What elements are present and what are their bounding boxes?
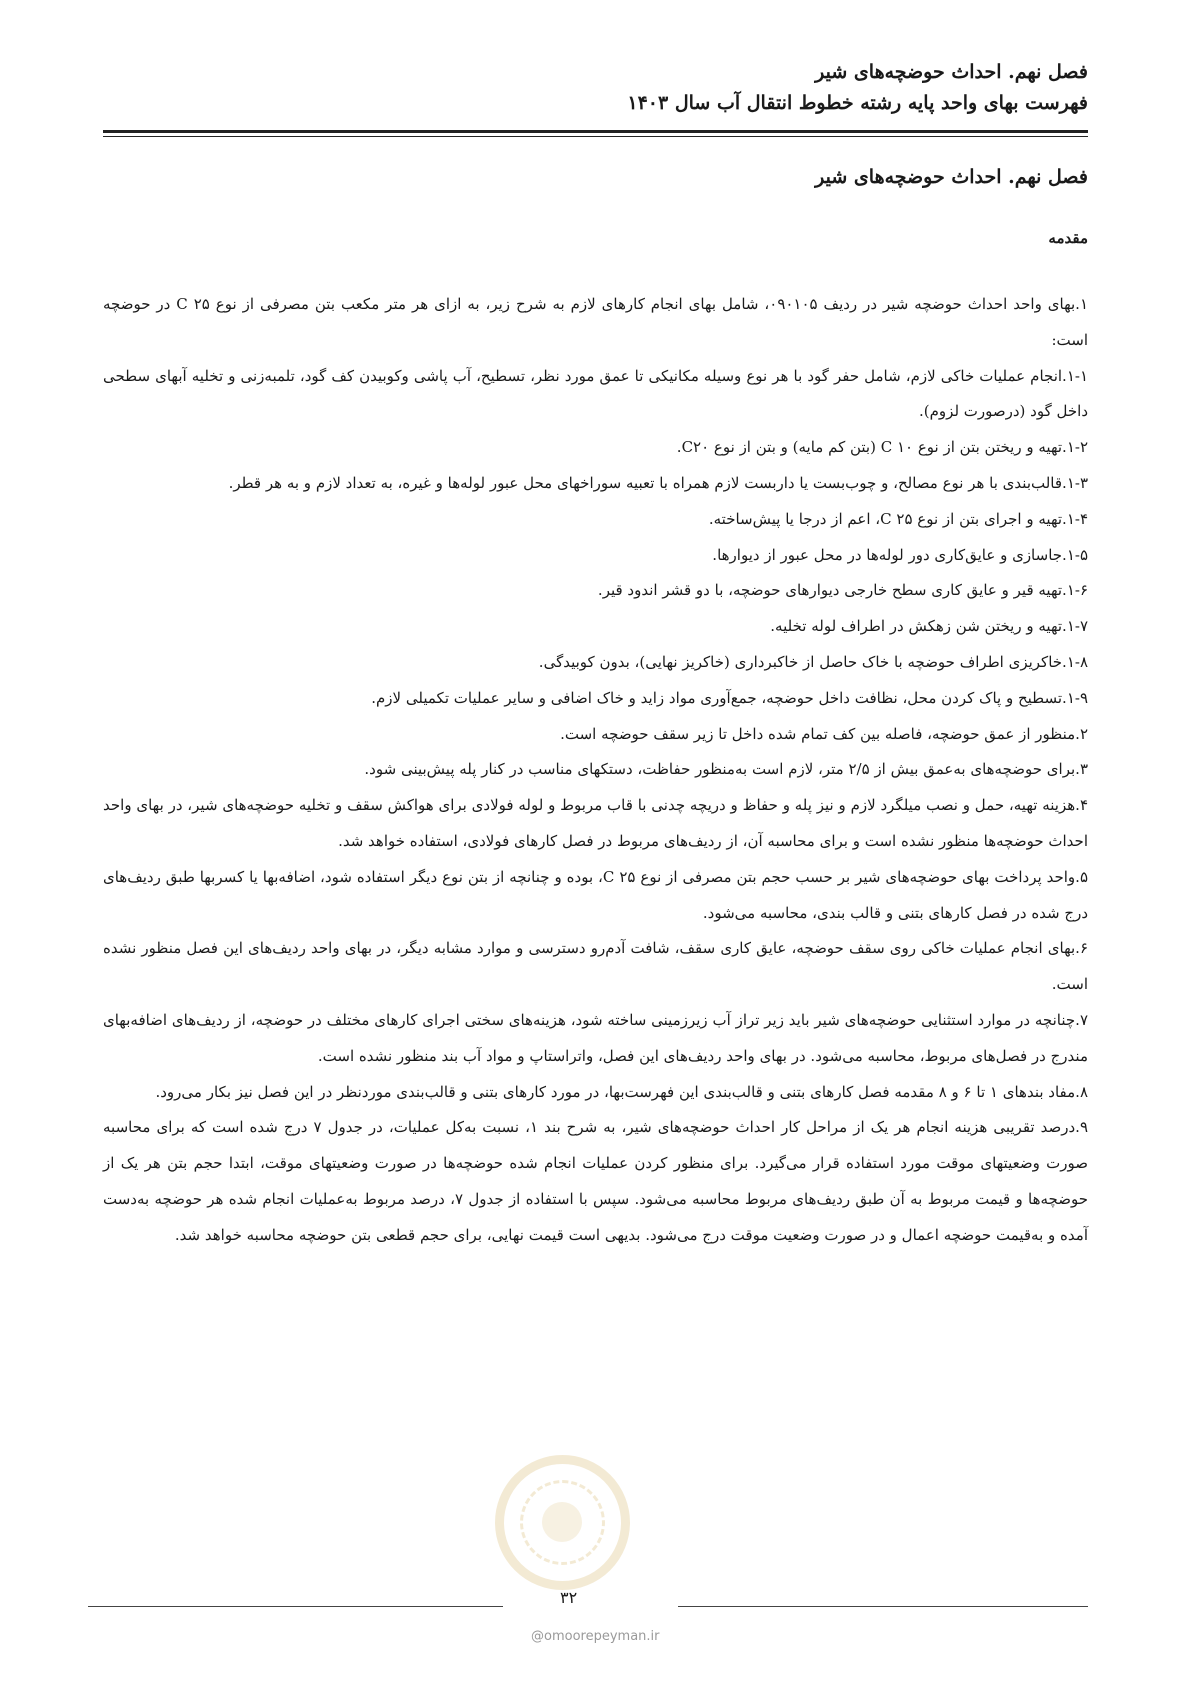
- paragraph-1-2: ۱-۲.تهیه و ریختن بتن از نوع C ۱۰ (بتن کم مایه) و بتن از نوع C۲۰.: [676, 438, 1088, 457]
- paragraph-9: ۹.درصد تقریبی هزینه انجام هر یک از مراحل کار احداث حوضچه‌های شیر، به شرح بند ۱، نسبت به‌کل عملیات، در جدول ۷ درج شده است که برای محاسبه صورت وضعیتهای موقت مورد استفاده قرار می‌گیرد. برای منظور کردن عملیات انجام شده حوضچه‌ها در صورت وضعیتهای موقت، ابتدا حجم بتن هر یک از حوضچه‌ها و قیمت مربوط به آن طبق ردیف‌های مربوط محاسبه می‌شود. سپس با استفاده از جدول ۷، درصد مربوط به‌عملیات انجام شده هر حوضچه به‌دست آمده و به‌قیمت حوضچه اعمال و در صورت وضعیت موقت درج می‌شود. بدیهی است قیمت نهایی، برای حجم قطعی بتن حوضچه محاسبه خواهد شد.: [103, 1118, 1088, 1244]
- paragraph-6: ۶.بهای انجام عملیات خاکی روی سقف حوضچه، عایق کاری سقف، شافت آدم‌رو دسترسی و موارد مشابه دیگر، در بهای واحد ردیف‌های این فصل منظور نشده است.: [103, 939, 1088, 994]
- paragraph-8: ۸.مفاد بندهای ۱ تا ۶ و ۸ مقدمه فصل کارهای بتنی و قالب‌بندی این فهرست‌بها، در مورد کارهای بتنی و قالب‌بندی موردنظر در این فصل نیز بکار می‌رود.: [155, 1082, 1088, 1101]
- footer-rule-right: [678, 1606, 1088, 1607]
- header-rule-thick: [103, 130, 1088, 133]
- paragraph-3: ۳.برای حوضچه‌های به‌عمق بیش از ۲/۵ متر، لازم است به‌منظور حفاظت، دستکهای مناسب در کنار پله پیش‌بینی شود.: [364, 760, 1088, 779]
- paragraph-1-8: ۱-۸.خاکریزی اطراف حوضچه با خاک حاصل از خاکبرداری (خاکریز نهایی)، بدون کوبیدگی.: [538, 652, 1088, 671]
- paragraph-1-4: ۱-۴.تهیه و اجرای بتن از نوع C ۲۵، اعم از درجا یا پیش‌ساخته.: [708, 509, 1088, 528]
- paragraph-1: ۱.بهای واحد احداث حوضچه شیر در ردیف ۰۹۰۱۰۵، شامل بهای انجام کارهای لازم به شرح زیر، به ازای هر متر مکعب بتن مصرفی از نوع C ۲۵ در حوضچه است:: [103, 295, 1089, 349]
- intro-heading: مقدمه: [1048, 229, 1088, 247]
- paragraph-5: ۵.واحد پرداخت بهای حوضچه‌های شیر بر حسب حجم بتن مصرفی از نوع C ۲۵، بوده و چنانچه از بتن نوع دیگر استفاده شود، اضافه‌بها یا کسربها طبق ردیف‌های درج شده در فصل کارهای بتنی و قالب بندی، محاسبه می‌شود.: [103, 867, 1088, 922]
- running-header: [103, 57, 1088, 119]
- header-book-title: فهرست بهای واحد پایه رشته خطوط انتقال آب سال ۱۴۰۳: [627, 92, 1088, 114]
- watermark-ring: [520, 1480, 605, 1565]
- paragraph-2: ۲.منظور از عمق حوضچه، فاصله بین کف تمام شده داخل تا زیر سقف حوضچه است.: [560, 724, 1088, 743]
- header-rule-thin: [103, 136, 1088, 137]
- chapter-title: فصل نهم. احداث حوضچه‌های شیر: [815, 166, 1088, 188]
- watermark-seal-icon: [495, 1455, 630, 1590]
- paragraph-7: ۷.چنانچه در موارد استثنایی حوضچه‌های شیر باید زیر تراز آب زیرزمینی ساخته شود، هزینه‌های سختی اجرای کارهای مختلف در حوضچه، از ردیف‌های اضافه‌بهای مندرج در فصل‌های مربوط، محاسبه می‌شود. در بهای واحد ردیف‌های این فصل، واتراستاپ و مواد آب بند منظور نشده است.: [103, 1010, 1088, 1065]
- paragraph-4: ۴.هزینه تهیه، حمل و نصب میلگرد لازم و نیز پله و حفاظ و دریچه چدنی با قاب مربوط و لوله فولادی برای هواکش سقف و تخلیه حوضچه‌های شیر، در بهای واحد احداث حوضچه‌ها منظور نشده است و برای محاسبه آن، از ردیف‌های مربوط در فصل کارهای فولادی، استفاده خواهد شد.: [103, 796, 1088, 850]
- footer-rule-left: [88, 1606, 503, 1607]
- paragraph-1-3: ۱-۳.قالب‌بندی با هر نوع مصالح، و چوب‌بست یا داربست لازم همراه با تعبیه سوراخهای محل عبور لوله‌ها و غیره، به تعداد لازم و به هر قطر.: [228, 473, 1088, 492]
- paragraph-1-1: ۱-۱.انجام عملیات خاکی لازم، شامل حفر گود با هر نوع وسیله مکانیکی تا عمق مورد نظر، تسطیح، آب پاشی وکوبیدن کف گود، تلمبه‌زنی و تخلیه آبهای سطحی داخل گود (درصورت لزوم).: [103, 366, 1088, 421]
- paragraph-1-7: ۱-۷.تهیه و ریختن شن زهکش در اطراف لوله تخلیه.: [770, 617, 1088, 636]
- paragraph-1-6: ۱-۶.تهیه قیر و عایق کاری سطح خارجی دیوارهای حوضچه، با دو قشر اندود قیر.: [597, 581, 1088, 600]
- page-number: ۳۲: [560, 1588, 578, 1607]
- paragraph-1-9: ۱-۹.تسطیح و پاک کردن محل، نظافت داخل حوضچه، جمع‌آوری مواد زاید و خاک اضافی و سایر عملیات تکمیلی لازم.: [371, 688, 1088, 707]
- paragraph-1-5: ۱-۵.جاسازی و عایق‌کاری دور لوله‌ها در محل عبور از دیوارها.: [712, 545, 1088, 564]
- header-chapter-line: فصل نهم. احداث حوضچه‌های شیر: [815, 61, 1088, 83]
- footer-site-link[interactable]: @omoorepeyman.ir: [531, 1629, 660, 1644]
- watermark-gear-icon: [542, 1502, 582, 1542]
- body-text: [103, 287, 1088, 1254]
